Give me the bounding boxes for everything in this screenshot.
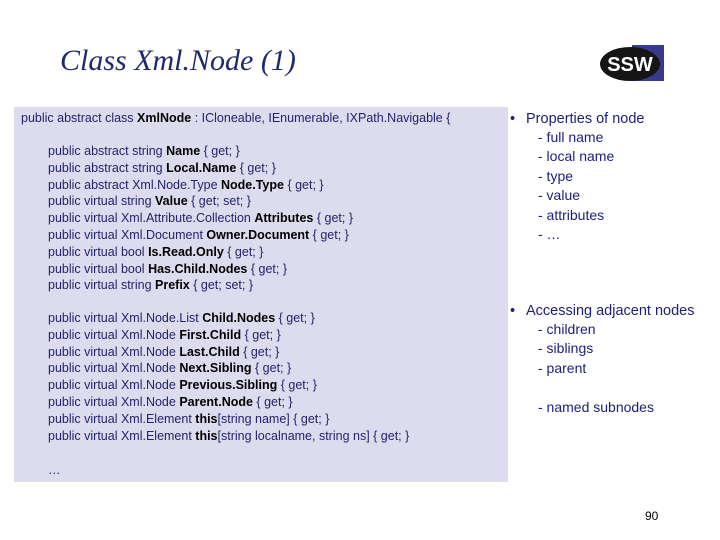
code-line: public virtual Xml.Node Last.Child { get; } (48, 344, 280, 359)
bullet-properties: • Properties of node (510, 111, 645, 127)
slide-title: Class Xml.Node (1) (60, 44, 296, 77)
sub-item: - attributes (538, 206, 605, 223)
code-line: public virtual Xml.Node.List Child.Nodes { get; } (48, 311, 315, 325)
sub-item: - value (538, 187, 581, 204)
code-line: public virtual Xml.Document Owner.Document { get; } (48, 228, 349, 242)
bullet-adjacent: • Accessing adjacent nodes (510, 303, 695, 319)
sub-item: - children (538, 321, 596, 337)
sub-item: - … (538, 226, 561, 242)
code-line: public virtual Xml.Attribute.Collection Attributes { get; } (48, 211, 353, 226)
code-panel (14, 107, 508, 482)
logo-text: SSW (607, 54, 653, 76)
ssw-logo (598, 44, 666, 84)
named-subnodes-item: - named subnodes (538, 399, 654, 415)
code-line: public virtual bool Is.Read.Only { get; } (48, 244, 264, 259)
code-ellipsis: … (48, 463, 61, 477)
page-number: 90 (645, 509, 659, 523)
sub-item: - type (538, 167, 574, 184)
code-line: public abstract Xml.Node.Type Node.Type { get; } (48, 177, 324, 192)
sub-item: - full name (538, 129, 604, 145)
code-line: public virtual Xml.Node Parent.Node { get; } (48, 395, 293, 409)
sub-item: - parent (538, 359, 587, 376)
class-declaration: public abstract class XmlNode : ICloneable, IEnumerable, IXPath.Navigable { (21, 111, 451, 125)
code-line: public virtual bool Has.Child.Nodes { get; } (48, 261, 288, 276)
code-line: public virtual string Value { get; set; } (48, 194, 251, 209)
code-line: public virtual Xml.Element this[string localname, string ns] { get; } (48, 428, 410, 443)
code-line: public abstract string Local.Name { get; } (48, 160, 276, 175)
code-line: public virtual Xml.Node First.Child { get; } (48, 327, 281, 342)
code-line: public virtual Xml.Node Next.Sibling { get; } (48, 361, 292, 376)
sub-item: - siblings (538, 340, 594, 357)
code-line: public virtual Xml.Element this[string name] { get; } (48, 411, 330, 426)
sub-item: - local name (538, 148, 615, 165)
code-line: public virtual Xml.Node Previous.Sibling { get; } (48, 378, 317, 393)
code-line: public abstract string Name { get; } (48, 144, 240, 158)
code-line: public virtual string Prefix { get; set; } (48, 278, 253, 293)
